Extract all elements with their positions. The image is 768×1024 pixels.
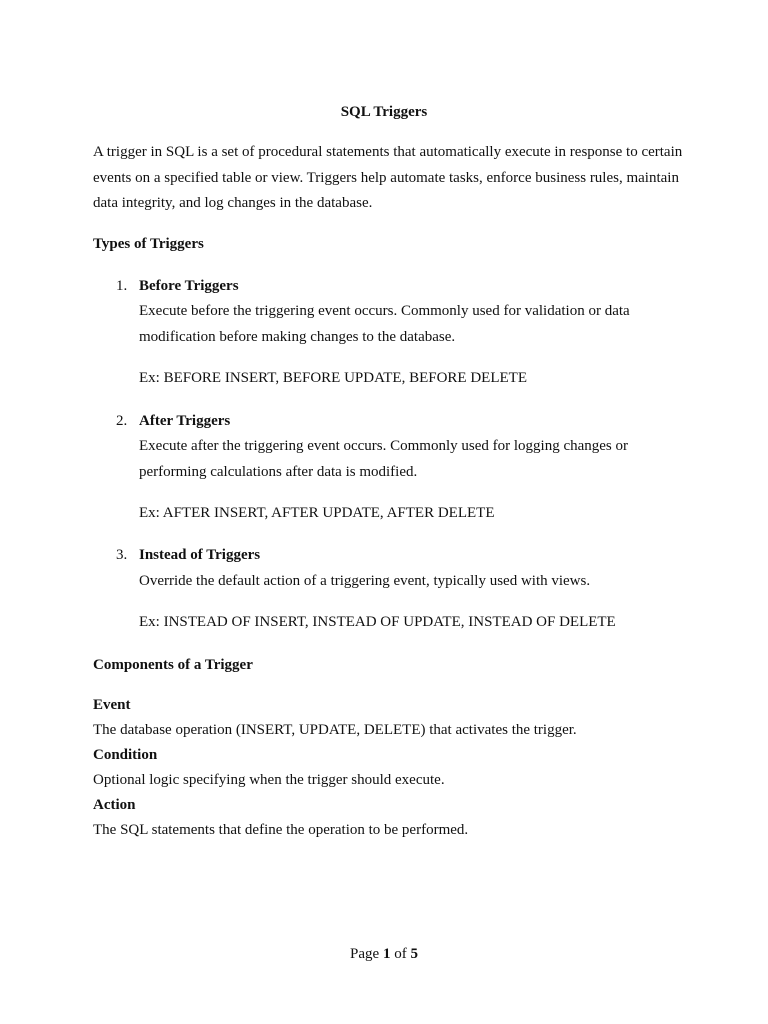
component-term-condition: Condition <box>93 747 158 763</box>
types-heading: Types of Triggers <box>93 236 204 252</box>
list-item-example: Ex: INSTEAD OF INSERT, INSTEAD OF UPDATE, INSTEAD OF DELETE <box>139 614 616 630</box>
page-title: SQL Triggers <box>340 104 428 120</box>
list-item-number: 1. <box>116 278 128 294</box>
component-definition-condition: Optional logic specifying when the trigger should execute. <box>93 772 445 788</box>
list-item-number: 3. <box>116 547 128 563</box>
list-item-number: 2. <box>116 413 128 429</box>
list-item-description: Override the default action of a triggering event, typically used with views. <box>139 573 591 589</box>
page-footer <box>0 946 768 963</box>
list-item-example: Ex: AFTER INSERT, AFTER UPDATE, AFTER DELETE <box>139 505 495 521</box>
intro-paragraph: A trigger in SQL is a set of procedural statements that automatically execute in response to certain events on a specified table or view. Triggers help automate tasks, enforce business rules, maintain data integrity, and log changes in the database. <box>93 144 683 211</box>
footer-current-page: 1 <box>382 946 391 962</box>
footer-page-word: Page <box>350 946 380 962</box>
list-item-title: After Triggers <box>139 413 231 429</box>
list-item-description: Execute before the triggering event occurs. Commonly used for validation or data modification before making changes to the database. <box>139 303 630 345</box>
component-term-action: Action <box>93 797 136 813</box>
list-item-title: Before Triggers <box>139 278 239 294</box>
footer-of-word: of <box>394 946 407 962</box>
list-item-title: Instead of Triggers <box>139 547 261 563</box>
footer-total-pages: 5 <box>410 946 418 962</box>
component-definition-action: The SQL statements that define the operation to be performed. <box>93 822 469 838</box>
component-term-event: Event <box>93 697 131 713</box>
components-heading: Components of a Trigger <box>93 657 253 673</box>
list-item-example: Ex: BEFORE INSERT, BEFORE UPDATE, BEFORE DELETE <box>139 370 527 386</box>
component-definition-event: The database operation (INSERT, UPDATE, DELETE) that activates the trigger. <box>93 722 577 738</box>
list-item-description: Execute after the triggering event occurs. Commonly used for logging changes or performing calculations after data is modified. <box>139 438 629 480</box>
